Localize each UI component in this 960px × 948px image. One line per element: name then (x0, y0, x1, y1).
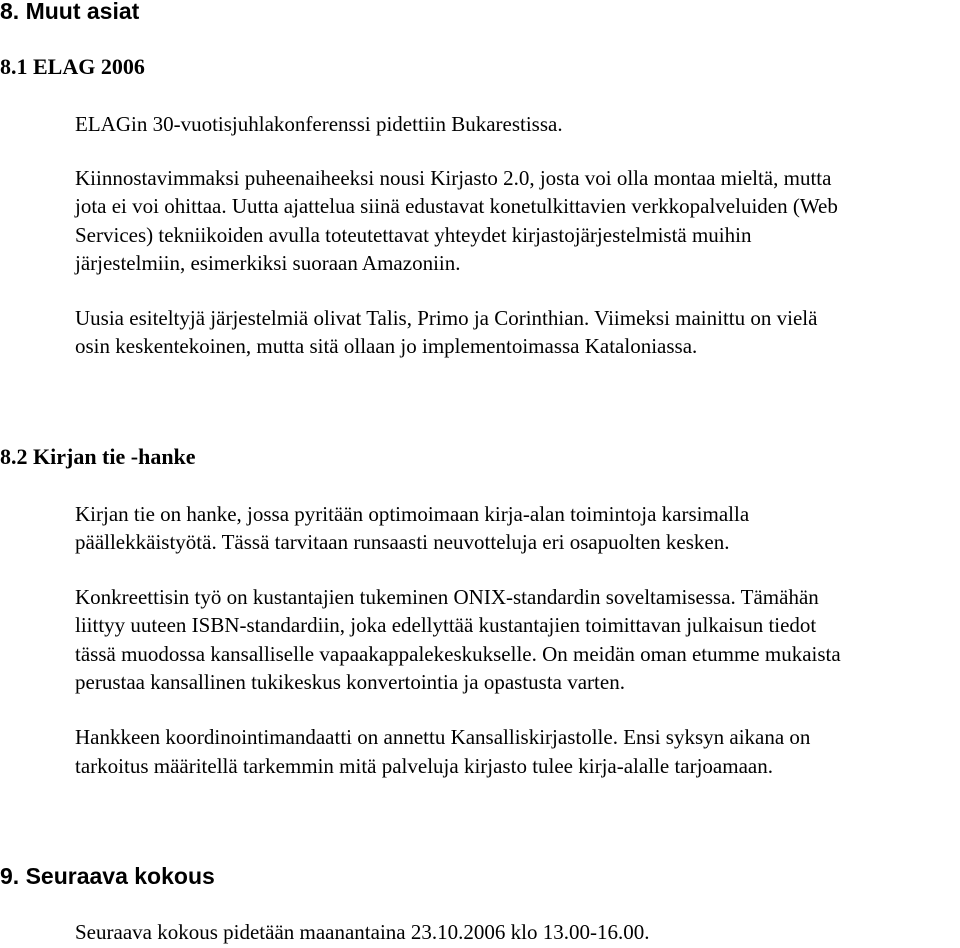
paragraph-line: Kirjan tie on hanke, jossa pyritään optimoimaan kirja-alan toimintoja karsimalla (75, 502, 750, 526)
paragraph-line: ELAGin 30-vuotisjuhlakonferenssi pidettiin Bukarestissa. (75, 112, 563, 136)
paragraph-line: perustaa kansallinen tukikeskus konvertointia ja opastusta varten. (75, 670, 625, 694)
paragraph-line: liittyy uuteen ISBN-standardiin, joka edellyttää kustantajien toimittavan julkaisun tiedot (75, 613, 817, 637)
section-8-2-heading: 8.2 Kirjan tie -hanke (0, 444, 196, 469)
paragraph-line: jota ei voi ohittaa. Uutta ajattelua siinä edustavat konetulkittavien verkkopalveluiden (Web (75, 194, 838, 218)
paragraph-line: tässä muodossa kansalliselle vapaakappalekeskukselle. On meidän oman etumme mukaista (75, 642, 841, 666)
section-9-heading: 9. Seuraava kokous (0, 863, 215, 889)
paragraph-line: Hankkeen koordinointimandaatti on annettu Kansalliskirjastolle. Ensi syksyn aikana on (75, 725, 811, 749)
paragraph-line: päällekkäistyötä. Tässä tarvitaan runsaasti neuvotteluja eri osapuolten kesken. (75, 530, 730, 554)
paragraph-line: Kiinnostavimmaksi puheenaiheeksi nousi Kirjasto 2.0, josta voi olla montaa mieltä, mutta (75, 166, 832, 190)
paragraph-line: Seuraava kokous pidetään maanantaina 23.10.2006 klo 13.00-16.00. (75, 920, 650, 944)
paragraph-line: osin keskentekoinen, mutta sitä ollaan jo implementoimassa Kataloniassa. (75, 334, 698, 358)
paragraph-line: tarkoitus määritellä tarkemmin mitä palveluja kirjasto tulee kirja-alalle tarjoamaan. (75, 754, 773, 778)
paragraph-line: järjestelmiin, esimerkiksi suoraan Amazoniin. (75, 251, 461, 275)
paragraph-line: Services) tekniikoiden avulla toteutettavat yhteydet kirjastojärjestelmistä muihin (75, 223, 752, 247)
section-8-1-heading: 8.1 ELAG 2006 (0, 54, 145, 79)
section-8-heading: 8. Muut asiat (0, 0, 140, 24)
paragraph-line: Uusia esiteltyjä järjestelmiä olivat Talis, Primo ja Corinthian. Viimeksi mainittu on vielä (75, 306, 818, 330)
paragraph-line: Konkreettisin työ on kustantajien tukeminen ONIX-standardin soveltamisessa. Tämähän (75, 585, 819, 609)
